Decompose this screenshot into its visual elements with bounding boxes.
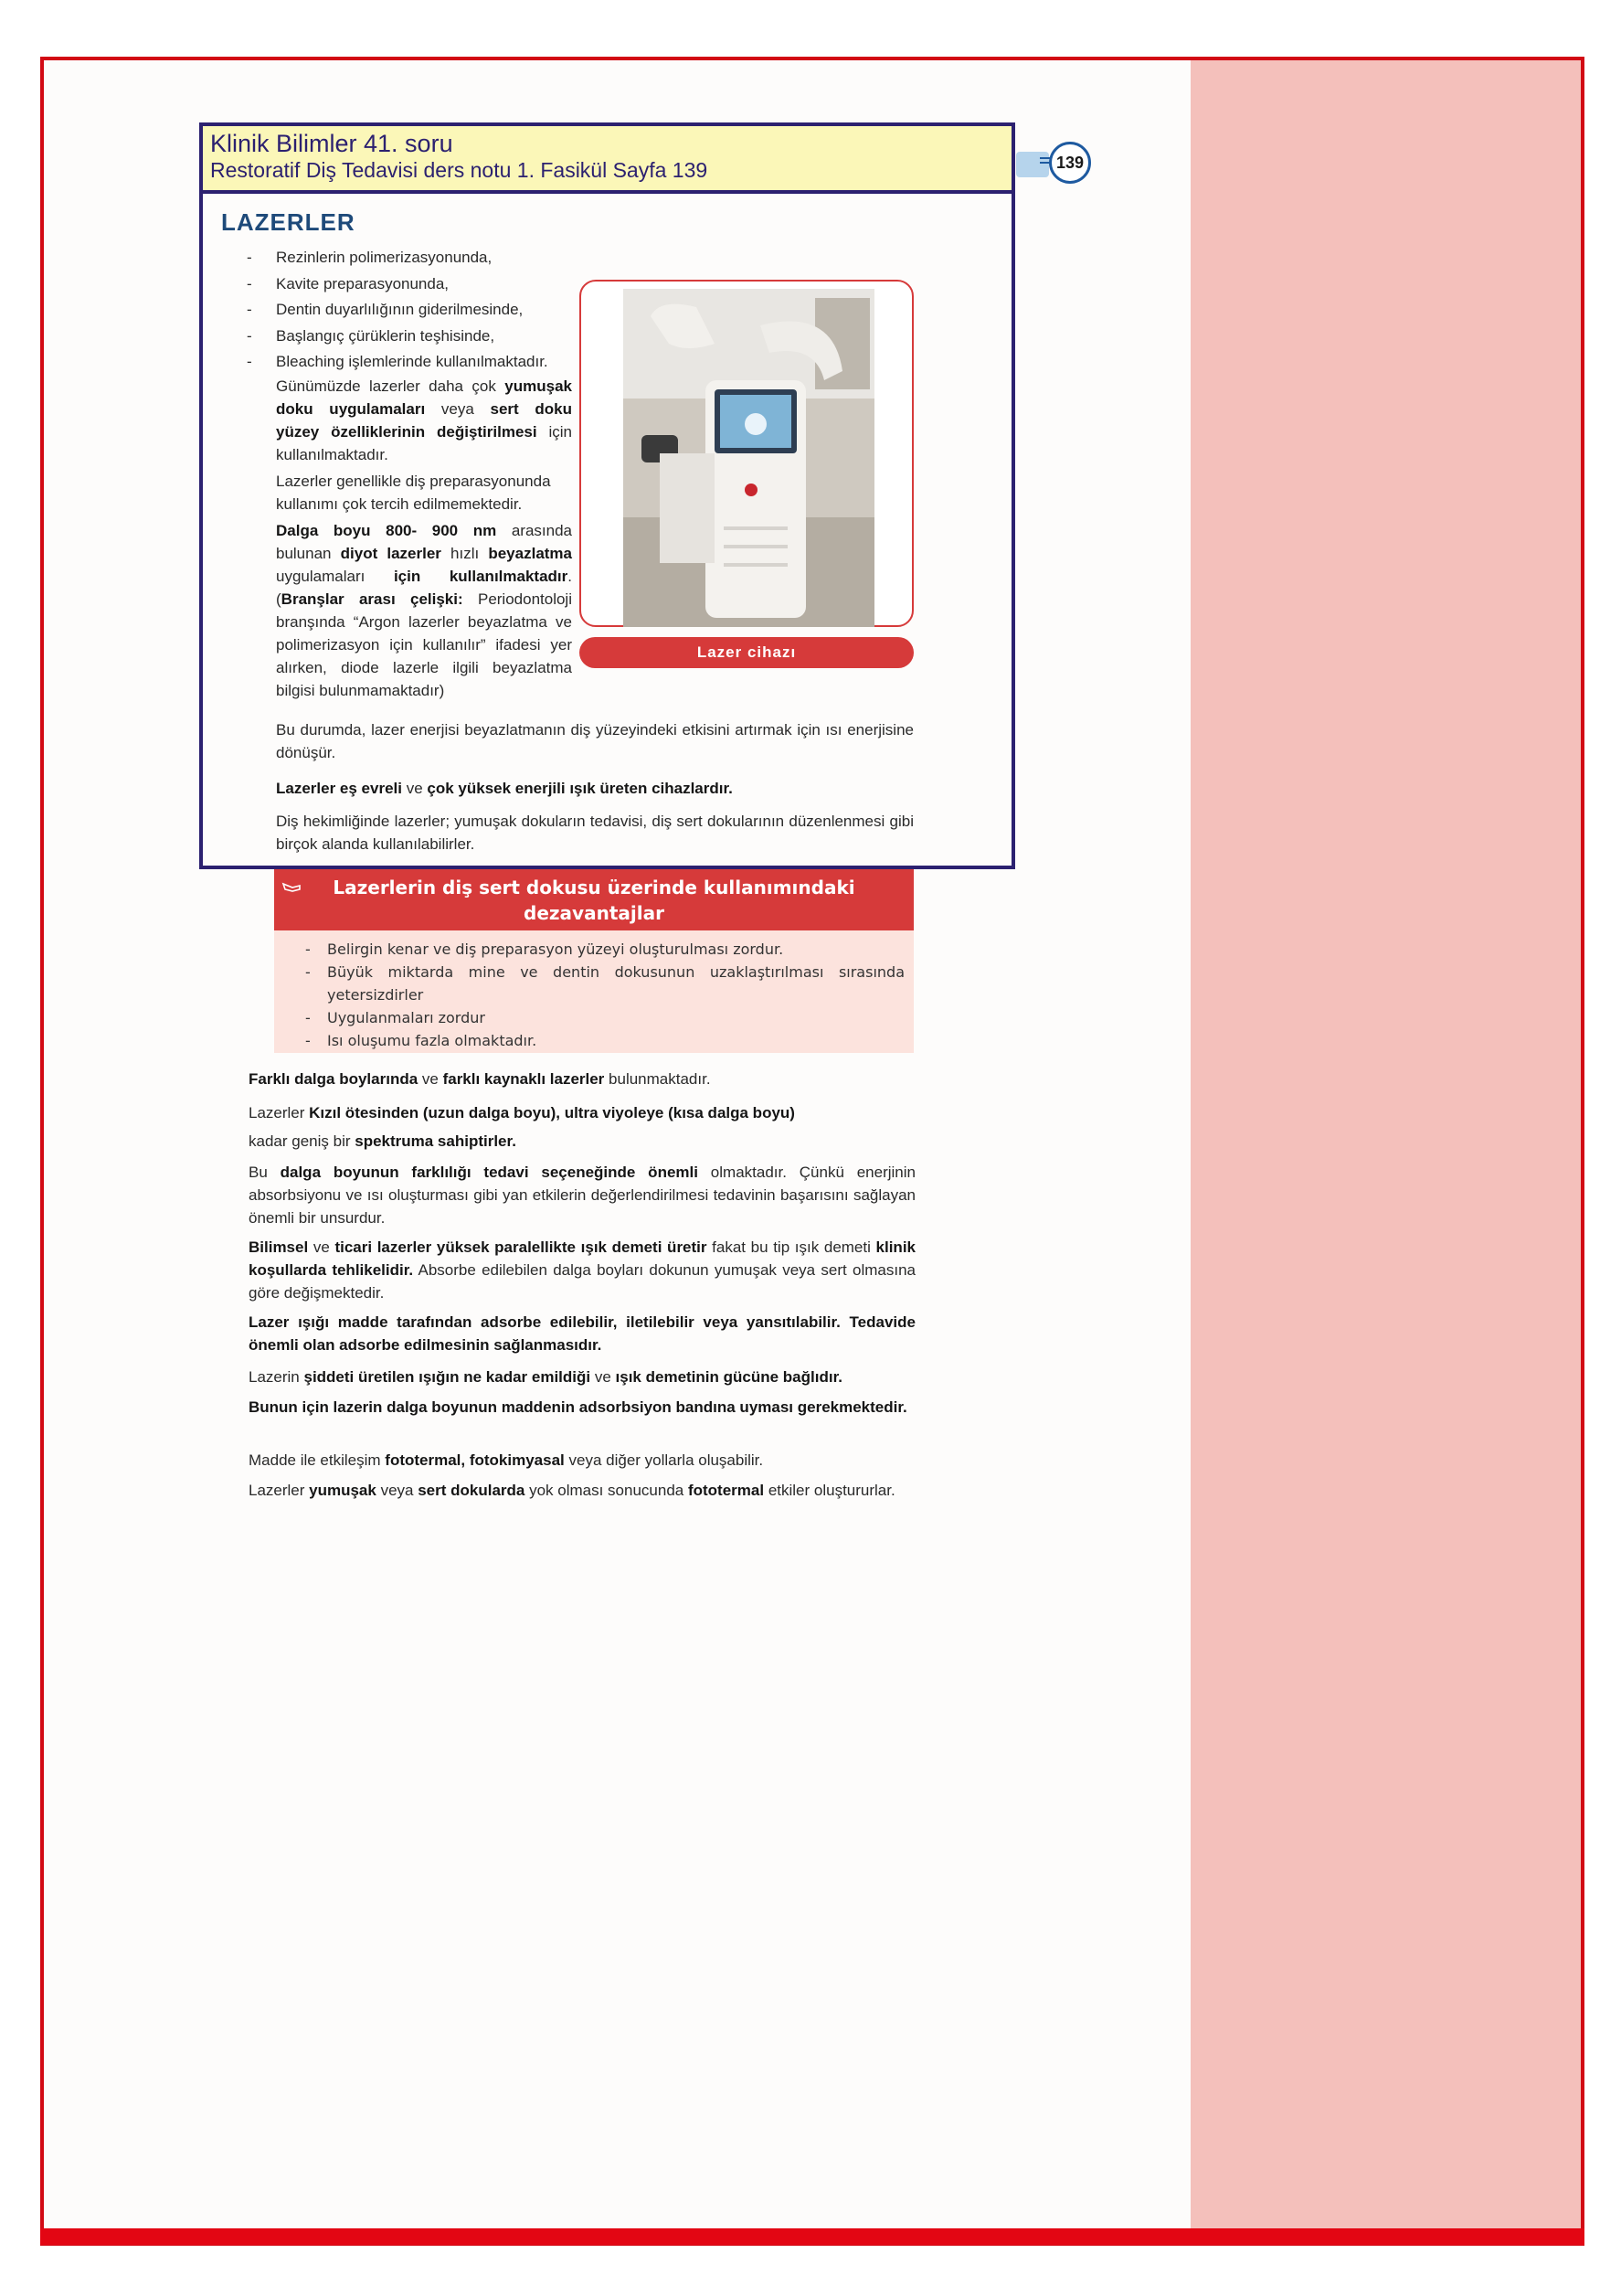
list-item: - Bleaching işlemlerinde kullanılmaktadır. bbox=[247, 349, 576, 376]
paragraph-band: Bunun için lazerin dalga boyunun maddenin adsorbsiyon bandına uyması gerekmektedir. bbox=[249, 1398, 907, 1416]
list-item: - Uygulanmaları zordur bbox=[305, 1006, 905, 1029]
disadvantages-title-2: dezavantajlar bbox=[524, 902, 664, 924]
paragraph-spectrum: Lazerler Kızıl ötesinden (uzun dalga boyu), ultra viyoleye (kısa dalga boyu) bbox=[249, 1104, 795, 1121]
question-source: Restoratif Diş Tedavisi ders notu 1. Fasikül Sayfa 139 bbox=[210, 158, 708, 182]
paragraph-diode: Dalga boyu 800- 900 nm arasında bulunan diyot lazerler hızlı beyazlatma uygulamaları için kullanılmaktadır. (Branşlar arası çelişki: Periodontoloji branşında “Argon lazerler beyazlatma ve polimerizasyon için kullanılır” ifadesi yer alırken, diode lazerle ilgili beyazlatma bilgisi bulunmamaktadır) bbox=[276, 522, 573, 699]
paragraph-intensity: Lazerin şiddeti üretilen ışığın ne kadar emildiği ve ışık demetinin gücüne bağlıdır. bbox=[249, 1368, 842, 1386]
image-caption: Lazer cihazı bbox=[579, 637, 914, 668]
paragraph-coherent: Lazerler eş evreli ve çok yüksek enerjili ışık üreten cihazlardır. bbox=[276, 780, 733, 797]
disadvantages-header bbox=[274, 869, 914, 930]
paragraph-wavelengths: Farklı dalga boylarında ve farklı kaynaklı lazerler bulunmaktadır. bbox=[249, 1070, 711, 1088]
hand-pointer-icon bbox=[281, 880, 302, 895]
paragraph-spectrum-2: kadar geniş bir spektruma sahiptirler. bbox=[249, 1132, 516, 1150]
list-item: - Belirgin kenar ve diş preparasyon yüzeyi oluşturulması zordur. bbox=[305, 938, 905, 961]
paragraph-interaction: Madde ile etkileşim fototermal, fotokimyasal veya diğer yollarla oluşabilir. bbox=[249, 1451, 764, 1469]
paragraph-absorption: Lazer ışığı madde tarafından adsorbe edilebilir, iletilebilir veya yansıtılabilir. Tedavide önemli olan adsorbe edilmesinin sağlanmasıdır. bbox=[249, 1313, 916, 1354]
section-title: LAZERLER bbox=[221, 208, 355, 236]
paragraph-usage: Günümüzde lazerler daha çok yumuşak doku uygulamaları veya sert doku yüzey özelliklerinin değiştirilmesi için kullanılmaktadır. bbox=[276, 377, 573, 463]
list-item: - Kavite preparasyonunda, bbox=[247, 271, 576, 298]
list-item: - Rezinlerin polimerizasyonunda, bbox=[247, 245, 576, 271]
laser-device-photo bbox=[623, 289, 874, 627]
list-item: - Dentin duyarlılığının giderilmesinde, bbox=[247, 297, 576, 324]
page-number: 139 bbox=[1049, 142, 1091, 184]
uses-list bbox=[247, 245, 576, 376]
paragraph-dentistry: Diş hekimliğinde lazerler; yumuşak dokuların tedavisi, diş sert dokularının düzenlenmesi gibi birçok alanda kullanılabilirler. bbox=[276, 813, 914, 853]
side-margin bbox=[1191, 60, 1581, 2242]
bottom-bar bbox=[40, 2228, 1584, 2245]
paragraph-energy: Bu durumda, lazer enerjisi beyazlatmanın diş yüzeyindeki etkisini artırmak için ısı enerjisine dönüşür. bbox=[276, 721, 914, 761]
paragraph-wavelength-difference: Bu dalga boyunun farklılığı tedavi seçeneğinde önemli olmaktadır. Çünkü enerjinin absorbsiyonu ve ısı oluşturması gibi yan etkilerin değerlendirilmesi tedavinin başarısını sağlayan önemli bir unsurdur. bbox=[249, 1164, 916, 1227]
question-header bbox=[199, 122, 1015, 194]
paragraph-scientific: Bilimsel ve ticari lazerler yüksek paralellikte ışık demeti üretir fakat bu tip ışık demeti klinik koşullarda tehlikelidir. Absorbe edilebilen dalga boyları dokunun yumuşak veya sert olmasına göre değişmektedir. bbox=[249, 1238, 916, 1302]
list-item: - Isı oluşumu fazla olmaktadır. bbox=[305, 1029, 905, 1052]
paragraph-photothermal: Lazerler yumuşak veya sert dokularda yok olması sonucunda fototermal etkiler oluştururlar. bbox=[249, 1482, 895, 1499]
disadvantages-title: Lazerlerin diş sert dokusu üzerinde kullanımındaki bbox=[333, 877, 855, 898]
paragraph-preparation: Lazerler genellikle diş preparasyonunda kullanımı çok tercih edilmemektedir. bbox=[276, 473, 551, 513]
disadvantages-body bbox=[274, 930, 914, 1053]
list-item: - Başlangıç çürüklerin teşhisinde, bbox=[247, 324, 576, 350]
question-title: Klinik Bilimler 41. soru bbox=[210, 130, 453, 157]
list-item: - Büyük miktarda mine ve dentin dokusunun uzaklaştırılması sırasında yetersizdirler bbox=[305, 961, 905, 1006]
